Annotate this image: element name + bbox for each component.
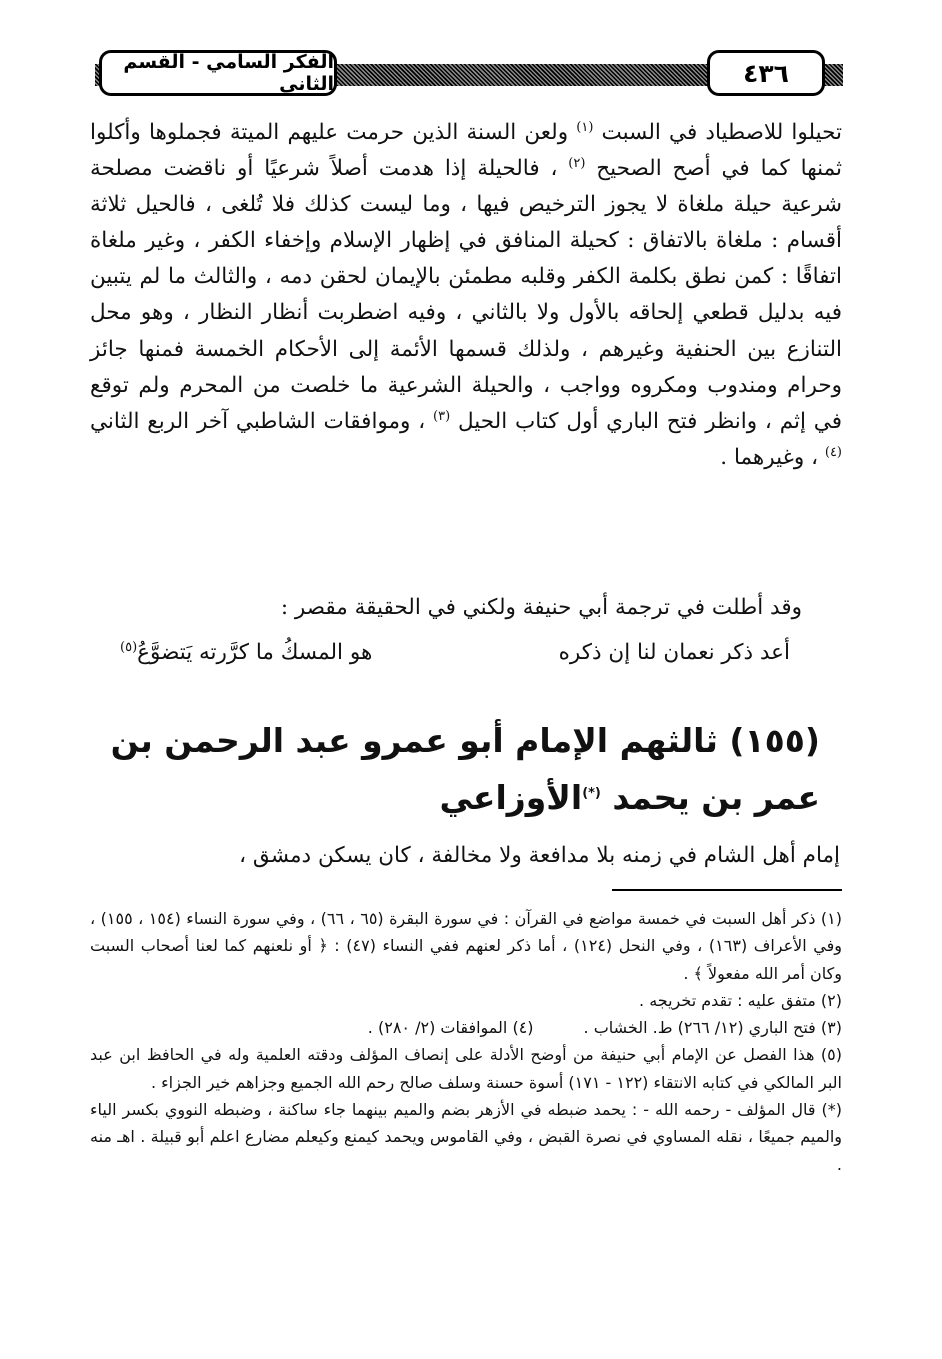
running-title: الفكر السامي - القسم الثاني: [99, 50, 337, 96]
paragraph-text: ، وموافقات الشاطبي آخر الربع الثاني: [90, 408, 434, 434]
paragraph-text: ، فالحيلة إذا هدمت أصلاً شرعيًا أو ناقضت مصلحة شرعية حيلة ملغاة لا يجوز الترخيص فيها ، وما ليست كذلك فلا تُلغى ، فالحيل ثلاثة أقسام : ملغاة بالاتفاق : كحيلة المنافق في إظهار الإسلام وإخفاء الكفر ، وغير ملغاة اتفاقًا : كمن نطق بكلمة الكفر وقلبه مطمئن بالإيمان لحقن دمه ، والثالث ما لم يتبين فيه بدليل قطعي إلحاقه بالأول ولا بالثاني ، وفيه اضطربت أنظار النظار ، وهو محل التنازع بين الحنفية وغيرهم ، ولذلك قسمها الأئمة إلى الأحكام الخمسة فمنها جائز وحرام ومندوب ومكروه وواجب ، والحيلة الشرعية ما خلصت من المحرم ولم توقع في إثم ، وانظر فتح الباري أول كتاب الحيل: [90, 156, 842, 434]
footnotes: [90, 905, 842, 1178]
section-heading: [110, 712, 820, 826]
verse-second-text: هو المسكُ ما كرَّرته يَتضوَّعُ: [137, 640, 373, 665]
footnote-ref-5: (٥): [120, 639, 138, 655]
section-title-line2: عمر بن يحمد: [612, 778, 820, 817]
body-paragraph: [90, 115, 842, 476]
intro-line: وقد أطلت في ترجمة أبي حنيفة ولكني في الحقيقة مقصر :: [280, 595, 802, 620]
section-first-line: إمام أهل الشام في زمنه بلا مدافعة ولا مخالفة ، كان يسكن دمشق ،: [239, 843, 840, 868]
footnote-pair: [90, 1014, 842, 1041]
footnote-ref-1: (١): [576, 119, 594, 135]
paragraph-text: ولعن السنة الذين حرمت عليهم الميتة فجملوها وأكلوا ثمنها كما في أصح الصحيح: [90, 120, 843, 182]
paragraph-text: تحيلوا للاصطياد في السبت: [593, 120, 842, 145]
footnote-3: (٣) فتح الباري (١٢/ ٢٦٦) ط. الخشاب .: [583, 1018, 842, 1038]
section-title-line1: ثالثهم الإمام أبو عمرو عبد الرحمن بن: [110, 721, 718, 760]
verse-second-hemistich: [120, 640, 372, 665]
footnote-5: (٥) هذا الفصل عن الإمام أبي حنيفة من أوضح الأدلة على إنصاف المؤلف ودقته العلمية وله في الحافظ ابن عبد البر المالكي في كتابه الانتقاء (١٢٢ - ١٧١) أسوة حسنة وسلف صالح رحم الله الجميع وجزاهم خير الجزاء .: [90, 1045, 842, 1092]
footnote-ref-2: (٢): [568, 155, 586, 171]
footnote-2: (٢) متفق عليه : تقدم تخريجه .: [639, 990, 842, 1010]
footnote-ref-3: (٣): [433, 408, 451, 424]
paragraph-text: ، وغيرهما .: [720, 444, 825, 470]
footnote-ref-4: (٤): [824, 444, 842, 460]
footnote-ref-star: (*): [582, 786, 601, 801]
verse-first-hemistich: أعد ذكر نعمان لنا إن ذكره: [558, 640, 790, 665]
footnote-star: (*) قال المؤلف - رحمه الله - : يحمد ضبطه في الأزهر بضم والميم بينهما جاء ساكنة ، وضبطه النووي بكسر الياء والميم جميعًا ، نقله المساوي في نصرة القبض ، وفي القاموس ويحمد كيمنع وكيعلم مضارع اعلم أبو قبيلة . اهـ منه .: [90, 1100, 842, 1174]
footnote-1: (١) ذكر أهل السبت في خمسة مواضع في القرآن : في سورة البقرة (٦٥ ، ٦٦) ، وفي سورة النساء (١٥٤ ، ١٥٥) ، وفي الأعراف (١٦٣) ، وفي النحل (١٢٤) ، أما ذكر لعنهم ففي النساء (٤٧) : ﴿ أو نلعنهم كما لعنا أصحاب السبت وكان أمر الله مفعولاً ﴾ .: [90, 909, 843, 983]
footnote-4: (٤) الموافقات (٢/ ٢٨٠) .: [367, 1018, 534, 1038]
footnote-separator: [612, 889, 842, 891]
page-number: ٤٣٦: [707, 50, 825, 96]
page-header: [95, 50, 843, 102]
section-number: (١٥٥): [729, 721, 820, 760]
poetry-verse: [120, 640, 790, 680]
section-title-line2-end: الأوزاعي: [439, 778, 583, 817]
